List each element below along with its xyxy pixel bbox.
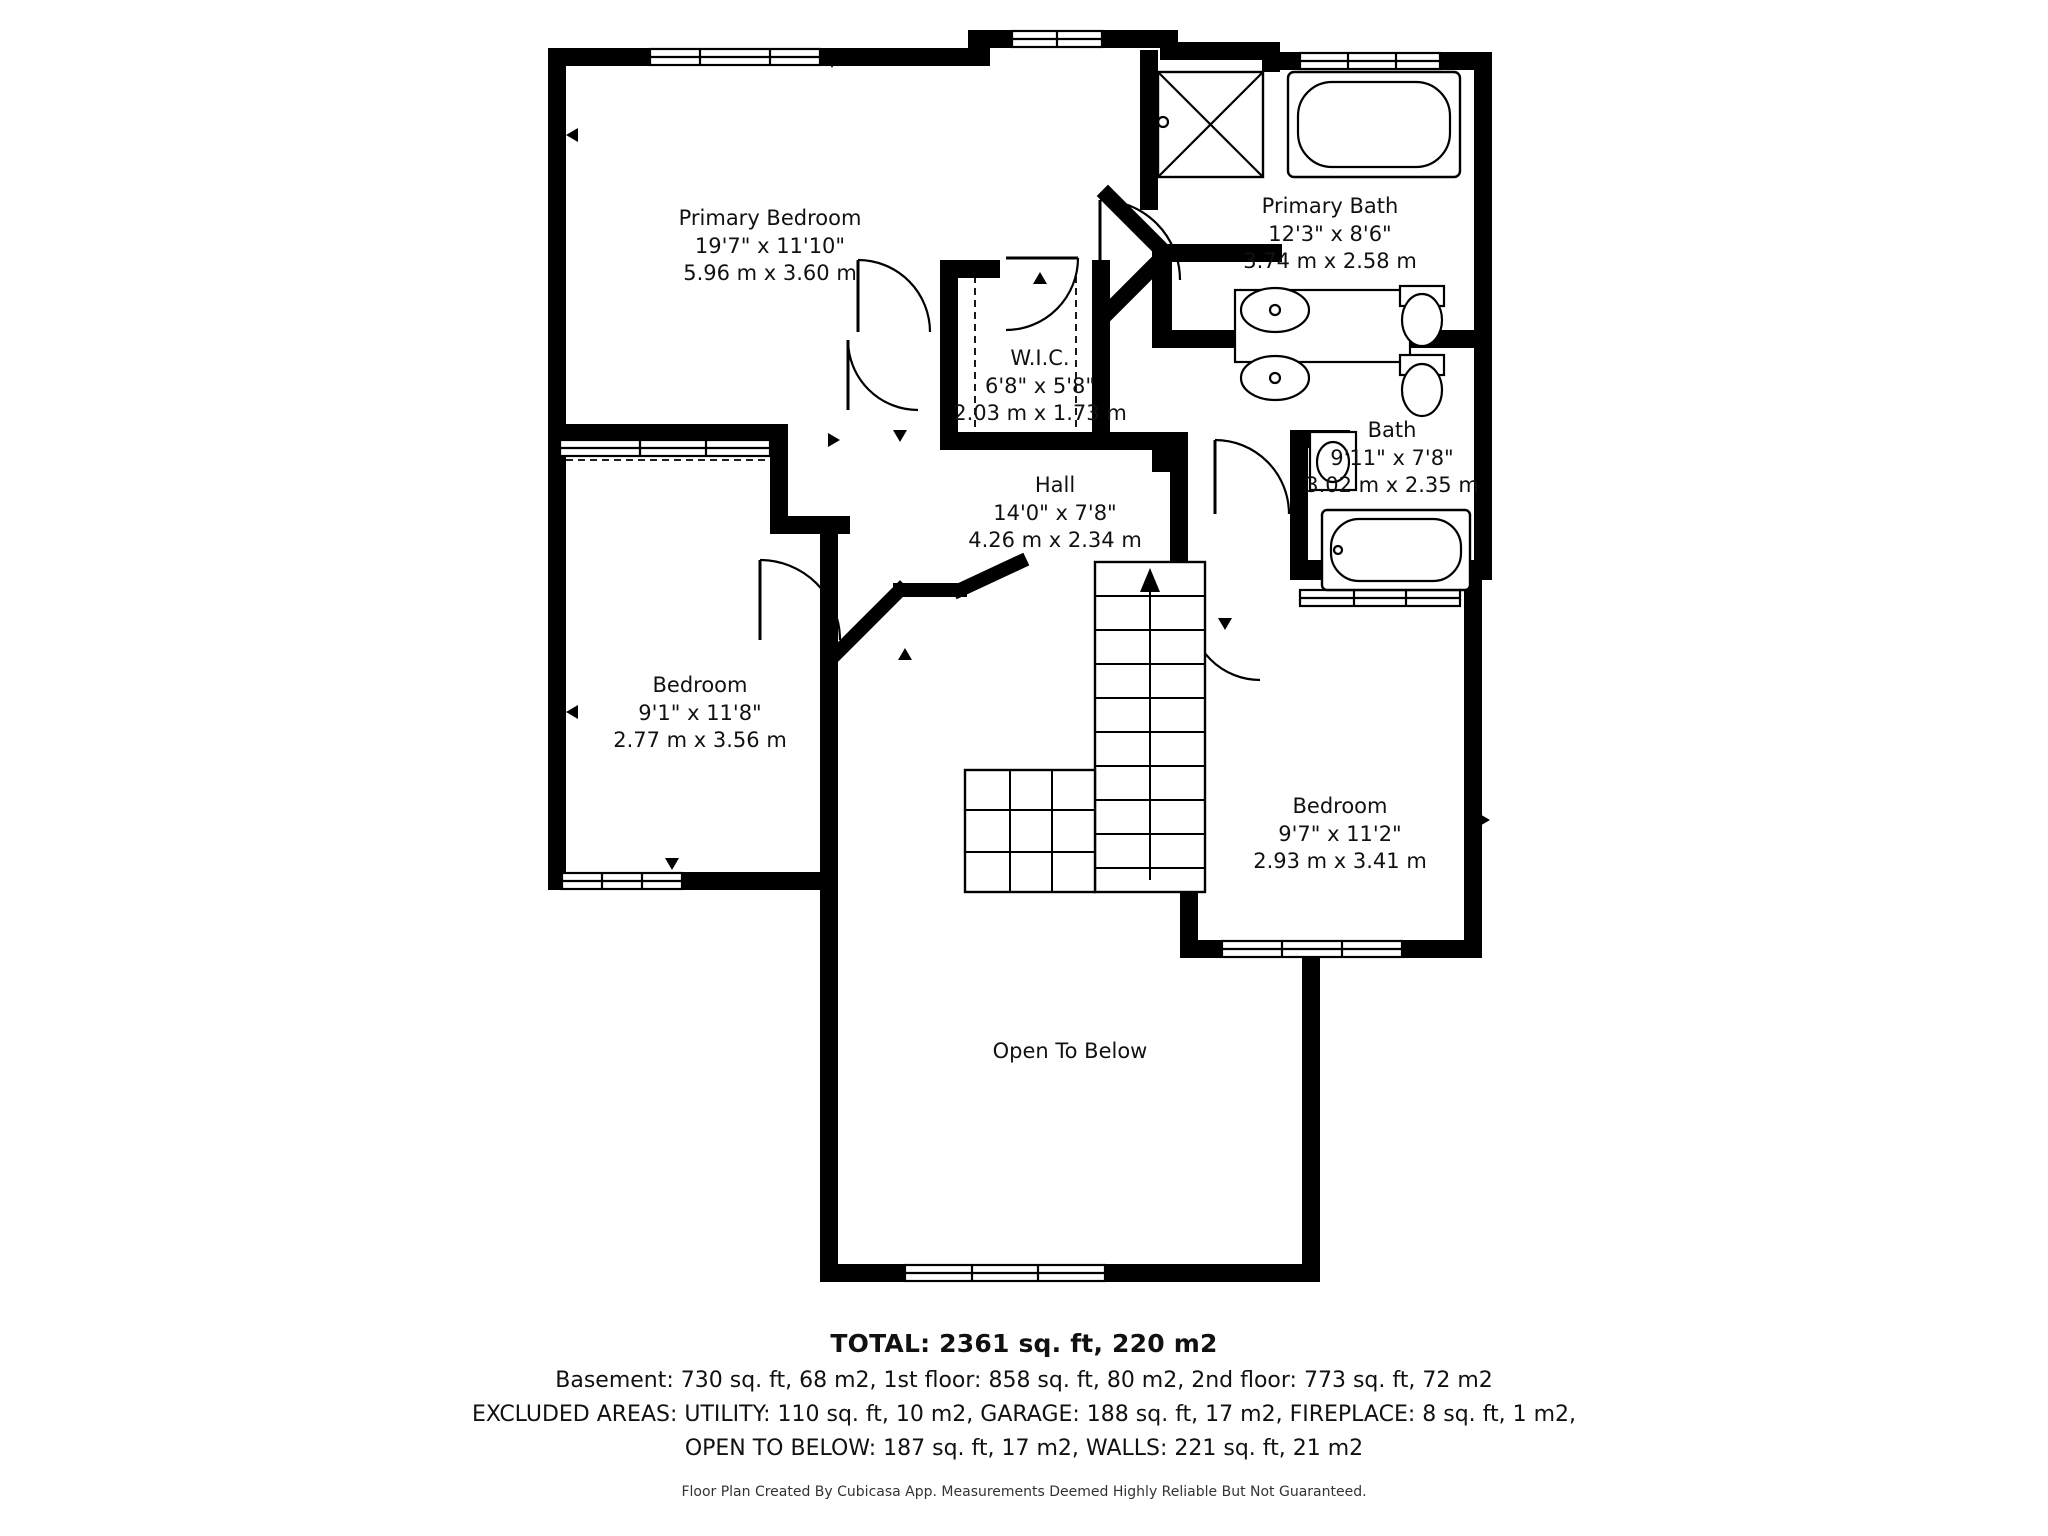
- toilet-icon: [1400, 355, 1444, 416]
- room-label-hall: [945, 472, 1165, 555]
- room-dim-metric: 2.77 m x 3.56 m: [613, 728, 787, 753]
- room-dim-imperial: 12'3" x 8'6": [1268, 221, 1392, 246]
- room-dim-metric: 3.02 m x 2.35 m: [1305, 473, 1479, 498]
- toilet-icon: [1400, 286, 1444, 346]
- excluded-areas-line1: EXCLUDED AREAS: UTILITY: 110 sq. ft, 10 m2, GARAGE: 188 sq. ft, 17 m2, FIREPLACE: 8 sq. ft, 1 m2,: [471, 1401, 1577, 1427]
- bathtub-icon: [1288, 72, 1460, 177]
- total-area-text: TOTAL: 2361 sq. ft, 220 m2: [830, 1329, 1218, 1358]
- window-icon: [1300, 53, 1440, 69]
- staircase-icon: [965, 562, 1205, 892]
- room-name: Bath: [1367, 418, 1417, 442]
- door-icon: [848, 340, 918, 410]
- room-dim-metric: 2.03 m x 1.73 m: [953, 401, 1127, 426]
- room-name: Bedroom: [1292, 794, 1388, 818]
- room-label-bath: [1272, 417, 1512, 500]
- window-icon: [1300, 590, 1460, 606]
- area-summary: [0, 1325, 2048, 1504]
- room-label-primary-bath: [1180, 193, 1480, 276]
- room-dim-metric: 3.74 m x 2.58 m: [1243, 249, 1417, 274]
- room-label-primary-bedroom: [600, 205, 940, 288]
- wall-segment: [1108, 196, 1160, 312]
- room-dim-imperial: 9'7" x 11'2": [1278, 821, 1402, 846]
- room-dim-metric: 4.26 m x 2.34 m: [968, 528, 1142, 553]
- door-icon: [1006, 258, 1078, 330]
- room-name: Open To Below: [992, 1039, 1148, 1063]
- bathtub-icon: [1322, 510, 1470, 590]
- room-name: Hall: [1034, 473, 1076, 497]
- window-icon: [650, 49, 820, 65]
- room-name: Primary Bath: [1261, 194, 1399, 218]
- window-icon: [562, 873, 682, 889]
- window-icon: [905, 1265, 1105, 1281]
- wall-segment: [838, 562, 1020, 652]
- room-dim-imperial: 9'11" x 7'8": [1330, 445, 1454, 470]
- room-dim-imperial: 6'8" x 5'8": [984, 373, 1096, 398]
- door-icon: [760, 560, 840, 640]
- vanity-icon: [1235, 288, 1410, 400]
- room-label-wic: [930, 345, 1150, 428]
- room-dim-imperial: 14'0" x 7'8": [993, 500, 1117, 525]
- window-icon: [560, 440, 770, 456]
- room-dim-imperial: 19'7" x 11'10": [694, 233, 846, 258]
- room-label-bedroom-right: [1210, 793, 1470, 876]
- room-name: W.I.C.: [1010, 346, 1070, 370]
- room-name: Bedroom: [652, 673, 748, 697]
- door-icon: [1100, 200, 1180, 280]
- room-dim-imperial: 9'1" x 11'8": [638, 700, 762, 725]
- room-dim-metric: 5.96 m x 3.60 m: [683, 261, 857, 286]
- room-name: Primary Bedroom: [678, 206, 862, 230]
- floor-breakdown-text: Basement: 730 sq. ft, 68 m2, 1st floor: 858 sq. ft, 80 m2, 2nd floor: 773 sq. ft, 72 m2: [555, 1367, 1493, 1393]
- excluded-areas-line2: OPEN TO BELOW: 187 sq. ft, 17 m2, WALLS: 221 sq. ft, 21 m2: [684, 1435, 1364, 1461]
- room-label-open-to-below: [890, 1038, 1250, 1066]
- shower-icon: [1158, 72, 1263, 177]
- window-icon: [1012, 31, 1102, 47]
- creator-credit: Floor Plan Created By Cubicasa App. Measurements Deemed Highly Reliable But Not Guaranteed.: [681, 1484, 1367, 1501]
- window-icon: [1222, 941, 1402, 957]
- room-dim-metric: 2.93 m x 3.41 m: [1253, 849, 1427, 874]
- room-label-bedroom-left: [580, 672, 820, 755]
